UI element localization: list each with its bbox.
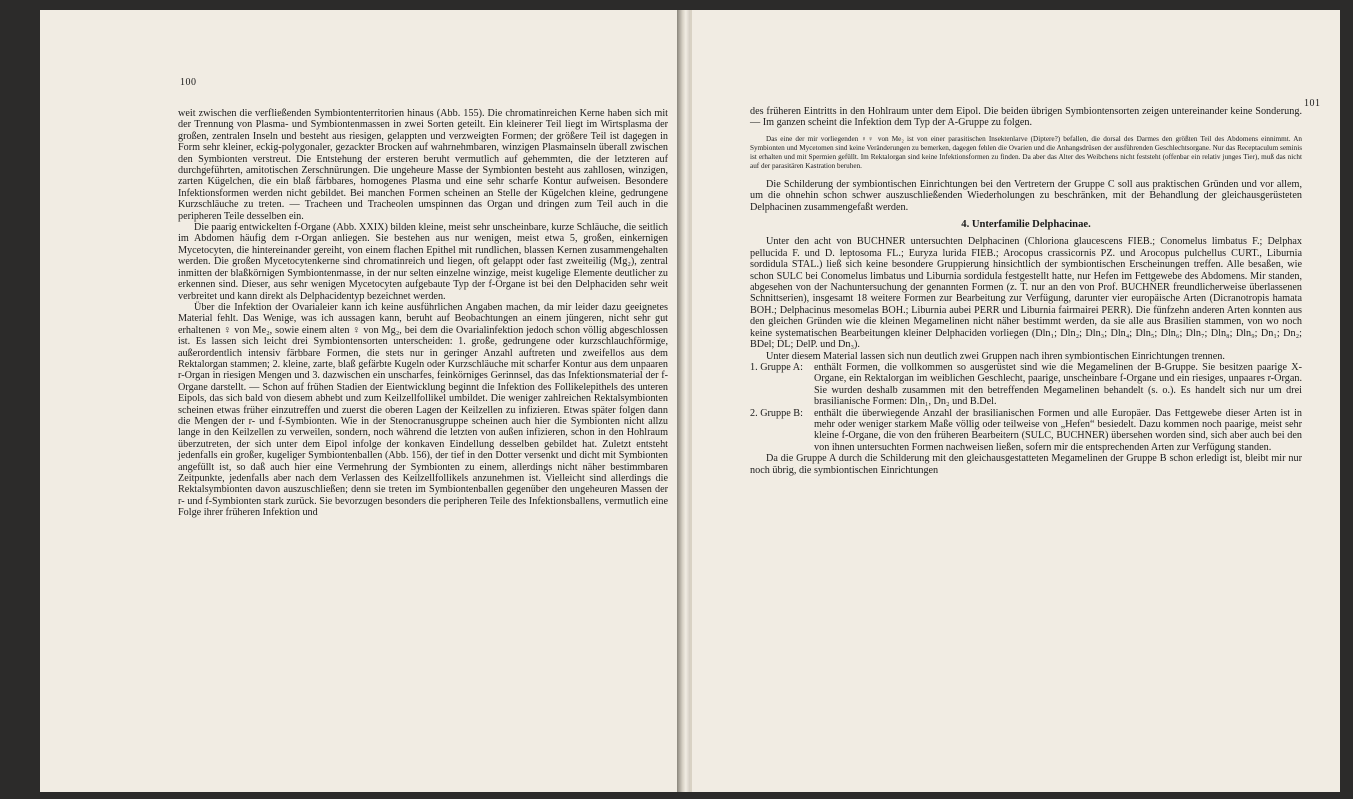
final-paragraph: Da die Gruppe A durch die Schilderung mit den gleichausgestatteten Megamelinen der Gruppe B schon erledigt ist, bleibt mir nur noch übrig, die symbiontischen Einrichtungen: [750, 453, 1302, 476]
group-b-text: enthält die überwiegende Anzahl der brasilianischen Formen und alle Europäer. Das Fettgewebe dieser Arten ist in mehr oder weniger starkem Maße völlig oder teilweise von „Hefen“ besiedelt. Dazu kommen noch paarige, meist sehr kleine f-Organe, die von den früheren Bearbeitern (SULC, BUCHNER) übersehen worden sind, sich aber auch bei den von ihnen untersuchten Formen nachweisen ließen, sofern mir die entsprechenden Arten zur Verfügung standen.: [814, 407, 1302, 453]
group-c-paragraph: Die Schilderung der symbiontischen Einrichtungen bei den Vertretern der Gruppe C soll aus praktischen Gründen und vor allem, um die ohnehin schon schwer auszuschließenden Wiederholungen zu beschränken, mit der Behandlung der gleichausgerüsteten Delphacinen zusammengefaßt werden.: [750, 178, 1302, 213]
page-number-right: 101: [1304, 98, 1321, 109]
right-intro-paragraph: des früheren Eintritts in den Hohlraum unter dem Eipol. Die beiden übrigen Symbiontensorten zeigen untereinander keine Sonderung. — Im ganzen scheint die Infektion dem Typ der A-Gruppe zu folgen.: [750, 106, 1302, 129]
section-heading: 4. Unterfamilie Delphacinae.: [961, 219, 1091, 231]
group-b-item: [750, 408, 1302, 454]
page-number-left: 100: [180, 77, 197, 88]
left-paragraph-1: weit zwischen die verfließenden Symbiontenterritorien hinaus (Abb. 155). Die chromatinreichen Kerne haben sich mit der Trennung von Plasma- und Symbiontenmassen in zwei Sorten geteilt. Ein kleinerer Teil liegt im Wirtsplasma der großen, zentralen Inseln und besteht aus riesigen, gelappten und verzweigten Formen; der größere Teil ist dagegen in Form sehr kleiner, eckig-polygonaler, gezackter Brocken auf wahrnehmbaren, winzigen Plasmainseln überall zwischen den Symbionten verstreut. Die Entstehung der ersteren beruht vermutlich auf gehemmten, die der letzteren auf durchgeführten, amitotischen Zerschnürungen. Die ungeheure Masse der Symbionten besteht aus zahllosen, winzigen, zarten Kügelchen, die ein blaß färbbares, homogenes Plasma und eine sehr scharfe Kontur aufweisen. Besondere Infektionsformen werden nicht gebildet. Bei manchen Formen scheinen an Stelle der Kügelchen kleine, gedrungene Kurzschläuche zu treten. — Tracheen und Tracheolen umspinnen das Organ und dringen zum Teil auch in die peripheren Teile desselben ein.: [178, 108, 668, 222]
group-b-label: 2. Gruppe B:: [750, 407, 803, 419]
right-page: [690, 10, 1340, 792]
left-paragraph-3: Über die Infektion der Ovarialeier kann ich keine ausführlichen Angaben machen, da mir leider dazu geeignetes Material fehlt. Das Wenige, was ich aussagen kann, beruht auf Beobachtungen an einem jüngeren, nicht sehr gut erhaltenen ♀ von Me₂, sowie einem alten ♀ von Mg₂, bei dem die Ovarialinfektion jedoch schon völlig abgeschlossen ist. Es lassen sich leicht drei Symbiontensorten unterscheiden: 1. große, gedrungene oder kurzschlauchförmige, außerordentlich intensiv färbbare Formen, die stets nur in geringer Anzahl auftreten und zweifellos aus dem Rektalorgan stammen; 2. kleine, zarte, blaß gefärbte Kugeln oder Kurzschläuche mit scharfer Kontur aus dem unpaaren r-Organ in riesigen Mengen und 3. dazwischen ein unscharfes, feinkörniges Gerinnsel, das das Infektionsmaterial der f-Organe darstellt. — Schon auf frühen Stadien der Eientwicklung beginnt die Infektion des Follikelepithels des unteren Eipols, das sich bald von diesem abhebt und zum Keilzellfollikel umbildet. Die weniger zahlreichen Rektalsymbionten scheinen etwas früher einzutreffen und zuerst die oberen Lagen der Keilzellen zu infizieren. Etwas später folgen dann die Mengen der r- und f-Symbionten. Wie in der Stenocranusgruppe scheinen auch hier die Symbionten nicht allzu lange in den Keilzellen zu verweilen, sondern, noch während die letzten von außen infizieren, schon in den Hohlraum überzutreten, der sich unter dem Eipol infolge der konkaven Eindellung desselben gebildet hat. Zuletzt entsteht jedenfalls ein großer, kugeliger Symbiontenballen (Abb. 156), der tief in den Dotter versenkt und dicht mit Symbionten angefüllt ist, so daß auch hier eine Vermehrung der Symbionten zu einem, allerdings nicht näher bestimmbaren Zeitpunkte, jedenfalls aber nach dem Verlassen des Keilzellfollikels anzunehmen ist. Vielleicht sind allerdings die Rektalsymbionten davon auszuschließen; denn sie treten im Symbiontenballen gegenüber den ungeheuren Massen der r- und f-Symbionten stark zurück. Sie bevorzugen besonders die peripheren Teile des Infektionsballens, vermutlich eine Folge ihrer früheren Infektion und: [178, 301, 668, 519]
left-paragraph-2: Die paarig entwickelten f-Organe (Abb. XXIX) bilden kleine, meist sehr unscheinbare, kurze Schläuche, die seitlich im Abdomen häufig dem r-Organ anliegen. Sie bestehen aus nur wenigen, meist etwa 5, großen, einkernigen Mycetocyten, die hintereinander gereiht, von einem flachen Epithel mit rundlichen, blassen Kernen zusammengehalten werden. Die großen Mycetocytenkerne sind chromatinreich und liegen, oft gelappt oder fast zweiteilig (Mg₂), zentral inmitten der blaßkörnigen Symbiontenmasse, in der nur selten einzelne winzige, meist kugelige Elemente deutlicher zu erkennen sind. Dieser, aus sehr wenigen Mycetocyten aufgebaute Typ der f-Organe ist bei den Delphaciden sehr weit verbreitet und kann direkt als Delphacidentyp bezeichnet werden.: [178, 222, 668, 302]
footnote-paragraph: Das eine der mir vorliegenden ♀♀ von Me₂ ist von einer parasitischen Insektenlarve (Diptere?) befallen, die dorsal des Darmes den größten Teil des Abdomens einnimmt. An Symbionten und Mycetomen sind keine Veränderungen zu bemerken, dagegen fehlen die Ovarien und die Anhangsdrüsen der ausführenden Geschlechtsorgane. Nur das Receptaculum seminis ist erhalten und mit Spermien gefüllt. Im Rektalorgan sind keine Infektionsformen zu finden. Da aber das Alter des Weibchens nicht feststeht (offenbar ein relativ junges Tier), muß das nicht auf der parasitären Kastration beruhen.: [750, 134, 1302, 170]
right-text-column: [750, 106, 1302, 476]
left-page: [40, 10, 682, 792]
delphacinae-paragraph-1: Unter den acht von BUCHNER untersuchten Delphacinen (Chloriona glaucescens FIEB.; Conomelus limbatus F.; Delphax pellucida F. und D. leptosoma FL.; Euryza lurida FIEB.; Arocopus crassicornis PZ. und Arocopus pulchellus CURT., Liburnia sordidula STAL.) ließ sich keine besondere Gruppierung hinsichtlich der symbiontischen Erscheinungen treffen. Alle besaßen, wie schon SULC bei Conomelus limbatus und Liburnia sordidula festgestellt hatte, nur Hefen im Fettgewebe des Abdomens. Mir standen, abgesehen von der Nachuntersuchung der genannten Formen (z. T. nur an den von Prof. BUCHNER freundlicherweise überlassenen Schnittserien), insgesamt 18 weitere Formen zur Bearbeitung zur Verfügung, darunter vier europäische Arten (Dicranotropis hamata BOH.; Delphacinus mesomelas BOH.; Liburnia aubei PERR und Liburnia fairmairei PERR). Die fünfzehn anderen Arten konnten aus den gleichen Gründen wie die kleinen Megamelinen nicht näher bestimmt werden, da sie alle aus Brasilien stammen, von wo noch keine systematischen Bearbeitungen kleiner Delphaciden vorliegen (Dln₁; Dln₂; Dln₃; Dln₄; Dln₅; Dln₆; Dln₇; Dln₈; Dln₉; Dn₁; Dn₂; BDel; DL; DelP. und Dn₃).: [750, 236, 1302, 351]
left-text-column: [178, 108, 668, 519]
delphacinae-paragraph-2: Unter diesem Material lassen sich nun deutlich zwei Gruppen nach ihren symbiontischen Einrichtungen trennen.: [766, 350, 1225, 362]
group-a-item: [750, 362, 1302, 408]
group-a-text: enthält Formen, die vollkommen so ausgerüstet sind wie die Megamelinen der B-Gruppe. Sie besitzen paarige X-Organe, ein Rektalorgan im weiblichen Geschlecht, paarige, unscheinbare f-Organe und ein riesiges, unpaares r-Organ. Sie wurden deshalb zusammen mit den betreffenden Megamelinen behandelt (s. o.). Es handelt sich nur um drei brasilianische Formen: Dln₁, Dn₂ und B.Del.: [814, 361, 1302, 408]
group-a-label: 1. Gruppe A:: [750, 361, 803, 373]
